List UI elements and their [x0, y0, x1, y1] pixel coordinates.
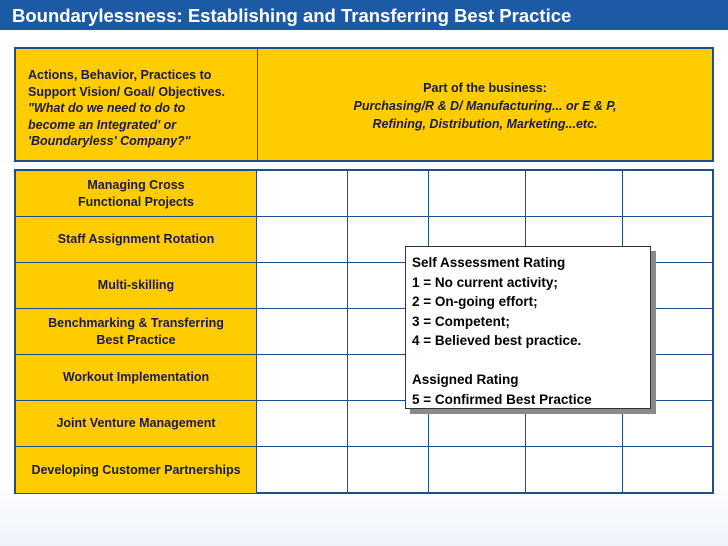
legend-item: 5 = Confirmed Best Practice — [412, 391, 592, 407]
row-label-line: Functional Projects — [78, 194, 194, 209]
header-question-line: 'Boundaryless' Company?" — [28, 134, 191, 148]
legend-spacer — [412, 351, 650, 371]
header-business-line: Purchasing/R & D/ Manufacturing... or E & P, — [353, 99, 617, 113]
grid-column-divider — [347, 171, 348, 492]
header-actions-cell — [16, 49, 258, 160]
slide-title: Boundarylessness: Establishing and Transferring Best Practice — [12, 5, 572, 26]
row-label-line: Benchmarking & Transferring — [48, 315, 224, 330]
legend-item: 4 = Believed best practice. — [412, 333, 582, 348]
row-label — [16, 309, 257, 354]
legend-item: 2 = On-going effort; — [412, 294, 538, 309]
row-label-line: Multi-skilling — [97, 278, 175, 292]
header-question-line: become an Integrated' or — [28, 117, 177, 132]
row-label — [16, 401, 257, 446]
row-label-line: Staff Assignment Rotation — [57, 232, 215, 246]
header-business-line: Refining, Distribution, Marketing...etc. — [372, 117, 598, 131]
header-actions-line: Actions, Behavior, Practices to — [28, 68, 212, 82]
row-label-line: Workout Implementation — [62, 370, 210, 384]
header-table — [14, 47, 714, 162]
grid-row — [16, 447, 712, 493]
legend-item: 3 = Competent; — [412, 313, 510, 329]
row-label — [16, 171, 257, 216]
legend-item: 1 = No current activity; — [412, 274, 558, 290]
row-label — [16, 355, 257, 400]
legend-assigned-heading: Assigned Rating — [412, 372, 519, 387]
row-label — [16, 217, 257, 262]
row-label-line: Managing Cross — [87, 177, 185, 192]
grid-row — [16, 171, 712, 217]
row-label-line: Developing Customer Partnerships — [31, 462, 241, 477]
header-business-cell — [258, 49, 712, 160]
row-label — [16, 447, 257, 493]
header-business-title: Part of the business: — [423, 81, 547, 95]
rating-legend — [405, 246, 651, 409]
row-label-line: Joint Venture Management — [56, 416, 216, 430]
legend-heading: Self Assessment Rating — [412, 255, 566, 270]
row-label-line: Best Practice — [96, 332, 176, 347]
row-label — [16, 263, 257, 308]
header-actions-line: Support Vision/ Goal/ Objectives. — [28, 84, 226, 99]
header-question-line: "What do we need to do to — [28, 101, 186, 115]
